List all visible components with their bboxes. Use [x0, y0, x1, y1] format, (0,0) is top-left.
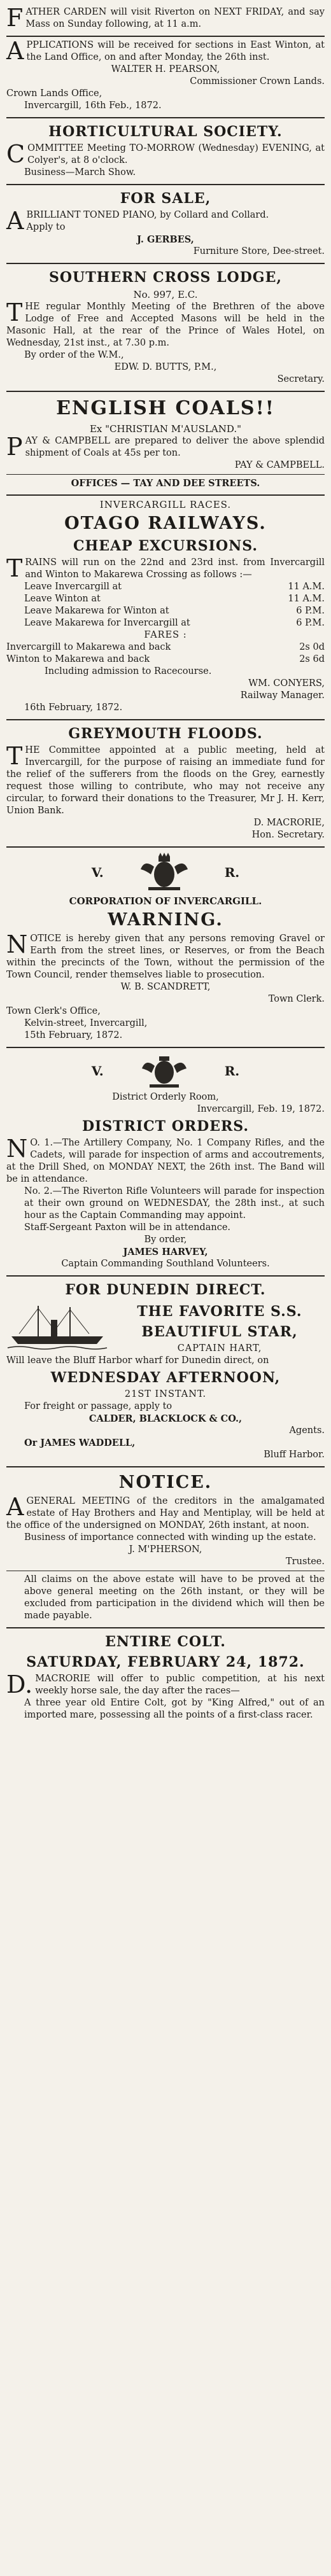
- royal-crest-icon: [136, 853, 193, 892]
- fare-label: Winton to Makarewa and back: [6, 654, 150, 664]
- train-time-row: [6, 581, 325, 593]
- horticultural-business: Business—March Show.: [24, 167, 136, 178]
- colt-body: D.MACRORIE will offer to public competition, at his next weekly horse sale, the day after the races—: [6, 1670, 325, 1698]
- dunedin-date: 21ST INSTANT.: [124, 1389, 207, 1399]
- corporation-title: CORPORATION OF INVERCARGILL.: [69, 895, 262, 907]
- lodge-signatory: EDW. D. BUTTS, P.M.,: [114, 362, 217, 372]
- colt-title: ENTIRE COLT.: [105, 1634, 226, 1650]
- father-carden-notice: [6, 4, 325, 37]
- royal-crest-row: [6, 1053, 325, 1089]
- railways-body: TRAINS will run on the 22nd and 23rd inst. from Invercargill and Winton to Makarewa Crossing as follows :—: [6, 554, 325, 582]
- district-orders-title: DISTRICT ORDERS.: [81, 1118, 250, 1135]
- dunedin-steamer-notice: [6, 1277, 325, 1467]
- dunedin-agents-label: Agents.: [289, 1425, 325, 1436]
- royal-crest-row: [6, 853, 325, 892]
- dunedin-body: Will leave the Bluff Harbor wharf for Dunedin direct, on: [6, 1355, 269, 1366]
- piano-sale-body: ABRILLIANT TONED PIANO, by Collard and Collard.: [6, 207, 269, 235]
- coals-divider: [6, 474, 325, 475]
- train-time-label: Leave Invercargill at: [24, 582, 122, 592]
- greymouth-floods-notice: [6, 720, 325, 848]
- lodge-order: By order of the W.M.,: [24, 350, 124, 360]
- creditors-role: Trustee.: [286, 1557, 325, 1567]
- fare-label: Invercargill to Makarewa and back: [6, 642, 171, 652]
- dunedin-freight: For freight or passage, apply to: [24, 1401, 173, 1411]
- district-orders-notice: [6, 1048, 325, 1277]
- greymouth-signatory: D. MACRORIE,: [253, 818, 325, 828]
- railways-role: Railway Manager.: [240, 690, 325, 701]
- ship-favorite: THE FAVORITE S.S.: [137, 1303, 302, 1320]
- warning-date: 15th February, 1872.: [24, 1030, 123, 1040]
- coals-signatory: PAY & CAMPBELL.: [234, 460, 325, 470]
- crest-left-letter: V.: [91, 1063, 104, 1079]
- fare-row: [6, 654, 325, 666]
- greymouth-role: Hon. Secretary.: [251, 830, 325, 840]
- train-time-value: 11 A.M.: [288, 594, 325, 604]
- coals-subtitle: Ex "CHRISTIAN M'AUSLAND.": [89, 423, 242, 435]
- father-carden-text: FATHER CARDEN will visit Riverton on NEXT FRIDAY, and say Mass on Sunday following, at 11 a.m.: [6, 4, 325, 32]
- fares-label: FARES :: [144, 630, 187, 640]
- district-orders-order: By order,: [144, 1235, 187, 1245]
- coals-notice: [6, 392, 325, 496]
- land-office-place: Crown Lands Office,: [6, 88, 102, 99]
- greymouth-title: GREYMOUTH FLOODS.: [68, 725, 263, 742]
- entire-colt-notice: [6, 1628, 325, 1726]
- district-orders-signatory: JAMES HARVEY,: [123, 1247, 208, 1257]
- horticultural-body: COMMITTEE Meeting TO-MORROW (Wednesday) EVENING, at Colyer's, at 8 o'clock.: [6, 140, 325, 168]
- land-office-date: Invercargill, 16th Feb., 1872.: [24, 101, 162, 111]
- dunedin-day: WEDNESDAY AFTERNOON,: [50, 1369, 281, 1386]
- district-orders-body-1: NO. 1.—The Artillery Company, No. 1 Company Rifles, and the Cadets, will parade for inspection of arms and accoutrements, at the Drill Shed, on MONDAY NEXT, the 26th inst. The Band will be in attendance.: [6, 1135, 325, 1184]
- fare-price: 2s 6d: [299, 654, 325, 664]
- train-time-label: Leave Winton at: [24, 594, 101, 604]
- horticultural-title: HORTICULTURAL SOCIETY.: [48, 123, 283, 140]
- railways-signatory: WM. CONYERS,: [248, 678, 325, 689]
- train-time-row: [6, 605, 325, 617]
- train-time-label: Leave Makarewa for Winton at: [24, 606, 169, 616]
- dunedin-agent: CALDER, BLACKLOCK & CO.,: [88, 1413, 243, 1424]
- ship-name: BEAUTIFUL STAR,: [141, 1324, 298, 1340]
- warning-role: Town Clerk.: [268, 994, 325, 1004]
- piano-sale-place: Furniture Store, Dee-street.: [193, 246, 325, 256]
- district-orders-body-3: Staff-Sergeant Paxton will be in attendance.: [24, 1222, 231, 1233]
- orderly-room: District Orderly Room,: [112, 1092, 219, 1102]
- corporation-warning-notice: [6, 848, 325, 1048]
- crest-right-letter: R.: [224, 1063, 240, 1079]
- coals-body: PAY & CAMPBELL are prepared to deliver the above splendid shipment of Coals at 45s per ton.: [6, 433, 325, 461]
- creditors-signatory: J. M'PHERSON,: [129, 1544, 202, 1555]
- railways-notice: [6, 496, 325, 720]
- creditors-notice: [6, 1467, 325, 1628]
- fare-row: [6, 641, 325, 654]
- excursions-title: CHEAP EXCURSIONS.: [73, 538, 258, 554]
- greymouth-body: THE Committee appointed at a public meeting, held at Invercargill, for the purpose of raising an immediate fund for the relief of the sufferers from the floods on the Grey, earnestly request those willing to contribute, who may not receive any circular, to forward their donations to the Treasurer, Mr J. H. Kerr, Union Bank.: [6, 742, 325, 816]
- ship-captain: CAPTAIN HART,: [177, 1343, 262, 1354]
- warning-body: NOTICE is hereby given that any persons removing Gravel or Earth from the street lines, or Reserves, or from the Beach within the precincts of the Town, without the permission of the Town Council, render themselves liable to prosecution.: [6, 930, 325, 980]
- creditors-claims: All claims on the above estate will have to be proved at the above general meeting on the 26th instant, or they will be excluded from participation in the dividend which will then be made payable.: [24, 1574, 325, 1621]
- fares-including: Including admission to Racecourse.: [45, 666, 212, 676]
- colt-date: SATURDAY, FEBRUARY 24, 1872.: [26, 1654, 305, 1670]
- coals-offices: OFFICES — TAY AND DEE STREETS.: [71, 478, 260, 489]
- dunedin-or: Or JAMES WADDELL,: [24, 1438, 136, 1448]
- lodge-subtitle: No. 997, E.C.: [133, 289, 198, 300]
- lodge-notice: [6, 264, 325, 392]
- colt-body-2: A three year old Entire Colt, got by "King Alfred," out of an imported mare, possessing all the points of a first-class racer.: [24, 1698, 325, 1720]
- creditors-body-2: Business of importance connected with winding up the estate.: [24, 1532, 316, 1543]
- piano-sale-name: J. GERBES,: [137, 234, 194, 245]
- steamship-icon: [6, 1301, 108, 1352]
- crest-left-letter: V.: [91, 865, 104, 880]
- dunedin-place: Bluff Harbor.: [264, 1450, 325, 1460]
- district-orders-body-2: No. 2.—The Riverton Rifle Volunteers will parade for inspection at their own ground on WEDNESDAY, the 28th inst., at such hour as the Captain Commanding may appoint.: [24, 1186, 325, 1221]
- train-time-value: 6 P.M.: [296, 618, 325, 628]
- warning-place-2: Kelvin-street, Invercargill,: [24, 1018, 148, 1028]
- train-time-value: 6 P.M.: [296, 606, 325, 616]
- piano-sale-notice: [6, 185, 325, 264]
- train-time-row: [6, 593, 325, 605]
- ship-text: [115, 1301, 325, 1355]
- fare-price: 2s 0d: [299, 642, 325, 652]
- district-orders-role: Captain Commanding Southland Volunteers.: [61, 1259, 270, 1269]
- creditors-body: AGENERAL MEETING of the creditors in the amalgamated estate of Hay Brothers and Hay and Mentiplay, will be held at the office of the undersigned on MONDAY, 26th instant, at noon.: [6, 1493, 325, 1530]
- lodge-role: Secretary.: [277, 374, 325, 384]
- dunedin-title: FOR DUNEDIN DIRECT.: [65, 1282, 266, 1298]
- train-time-label: Leave Makarewa for Invercargill at: [24, 618, 190, 628]
- piano-sale-apply: Apply to: [26, 222, 66, 232]
- coals-title: ENGLISH COALS!!: [56, 397, 275, 419]
- orderly-date: Invercargill, Feb. 19, 1872.: [197, 1104, 325, 1114]
- railways-title: OTAGO RAILWAYS.: [64, 514, 267, 533]
- warning-place-1: Town Clerk's Office,: [6, 1006, 101, 1016]
- ship-row: [6, 1301, 325, 1355]
- warning-title: WARNING.: [108, 910, 223, 930]
- lodge-title: SOUTHERN CROSS LODGE,: [48, 269, 283, 286]
- railways-date: 16th February, 1872.: [24, 703, 123, 713]
- land-signatory-role: Commissioner Crown Lands.: [190, 76, 325, 87]
- notice-title: NOTICE.: [118, 1473, 213, 1492]
- land-applications-body: APPLICATIONS will be received for sections in East Winton, at the Land Office, on and after Monday, the 26th inst.: [6, 37, 325, 65]
- horticultural-notice: [6, 118, 325, 185]
- train-time-value: 11 A.M.: [288, 582, 325, 592]
- warning-signatory: W. B. SCANDRETT,: [120, 982, 211, 992]
- lodge-body: THE regular Monthly Meeting of the Brethren of the above Lodge of Free and Accepted Masons will be held in the Masonic Hall, at the rear of the Prince of Wales Hotel, on Wednesday, 21st inst., at 7.30 p.m.: [6, 298, 325, 348]
- land-applications-notice: [6, 37, 325, 118]
- races-title: INVERCARGILL RACES.: [99, 499, 232, 510]
- piano-sale-title: FOR SALE,: [120, 190, 211, 207]
- train-time-row: [6, 617, 325, 629]
- royal-crest-icon: [136, 1053, 193, 1089]
- land-signatory: WALTER H. PEARSON,: [111, 64, 220, 74]
- crest-right-letter: R.: [224, 865, 240, 880]
